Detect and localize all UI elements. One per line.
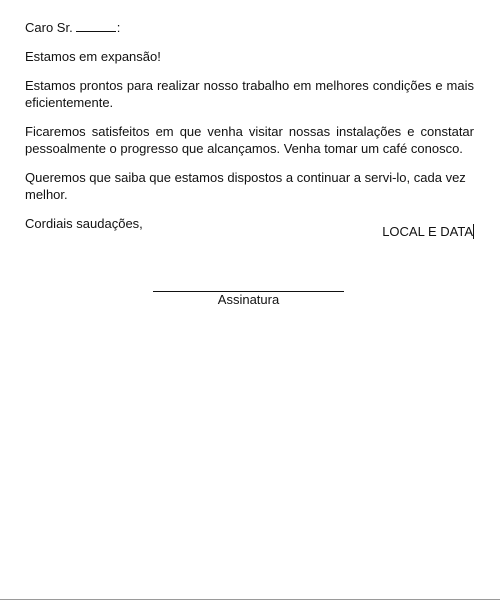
paragraph-headline: Estamos em expansão! bbox=[25, 49, 161, 64]
closing-greeting: Cordiais saudações, bbox=[25, 216, 143, 231]
paragraph-ready: Estamos prontos para realizar nosso trabalho em melhores condições e mais eficientemente. bbox=[25, 78, 474, 110]
paragraph-service: Queremos que saiba que estamos dispostos a continuar a servi-lo, cada vez melhor. bbox=[25, 170, 466, 202]
text-cursor bbox=[473, 224, 474, 239]
local-date-text: LOCAL E DATA bbox=[382, 224, 473, 239]
letter-body bbox=[25, 19, 474, 244]
local-date-field[interactable] bbox=[382, 223, 474, 240]
salutation-text: Caro Sr. bbox=[25, 20, 73, 35]
name-blank bbox=[76, 21, 116, 32]
paragraph-visit: Ficaremos satisfeitos em que venha visitar nossas instalações e constatar pessoalmente o progresso que alcançamos. Venha tomar um café conosco. bbox=[25, 124, 474, 156]
salutation-colon: : bbox=[116, 20, 121, 35]
signature-label: Assinatura bbox=[217, 292, 280, 307]
salutation-line bbox=[25, 19, 474, 36]
